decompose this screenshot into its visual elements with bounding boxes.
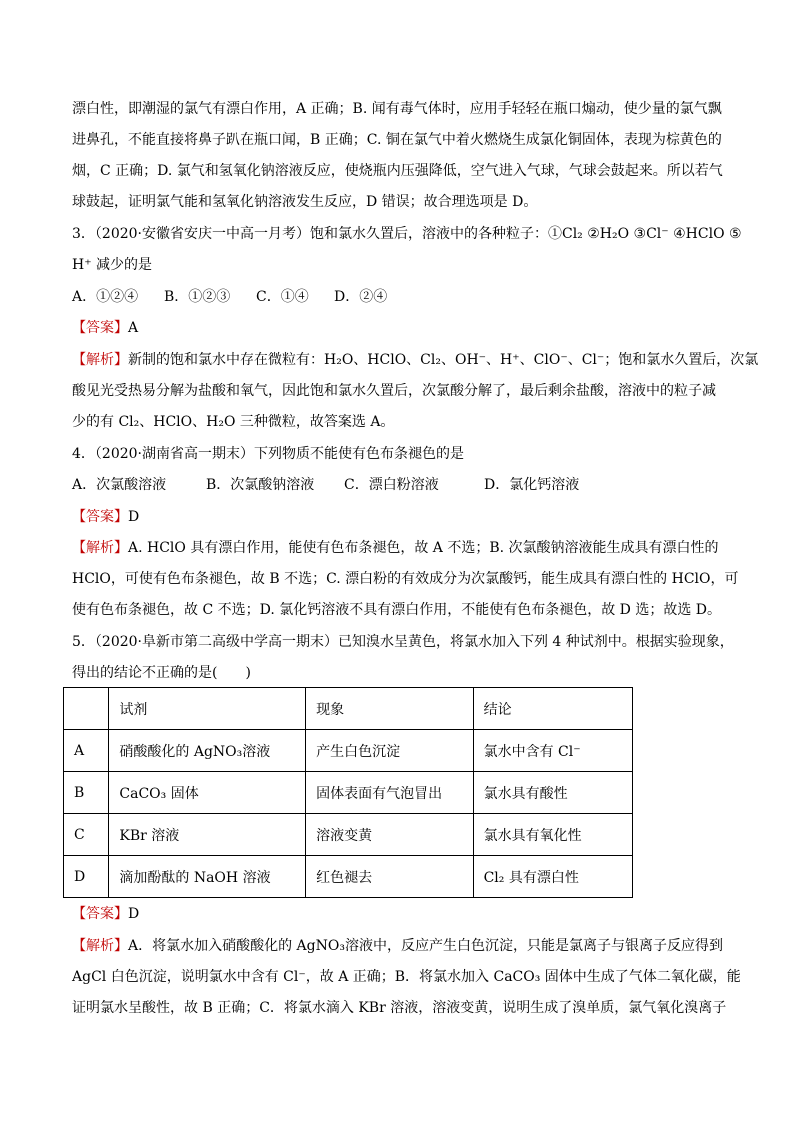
table-cell: D xyxy=(64,856,109,898)
intro-line-4: 球鼓起，证明氯气能和氢氧化钠溶液发生反应，D 错误；故合理选项是 D。 xyxy=(72,194,538,210)
table-cell: KBr 溶液 xyxy=(109,814,306,856)
q4-analysis-label: 【解析】 xyxy=(72,540,128,556)
q5-answer-value: D xyxy=(128,906,140,922)
q3-option-d: D．②④ xyxy=(334,289,388,305)
table-row xyxy=(64,772,633,814)
q4-analysis-line-3: 使有色布条褪色，故 C 不选；D. 氯化钙溶液不具有漂白作用，不能使有色布条褪色，故 D 选；故选 D。 xyxy=(72,602,722,618)
q3-stem-line-1: 3．（2020·安徽省安庆一中高一月考）饱和氯水久置后，溶液中的各种粒子：①Cl₂ ②H₂O ③Cl⁻ ④HClO ⑤ xyxy=(72,226,742,242)
table-cell: 固体表面有气泡冒出 xyxy=(306,772,473,814)
q5-analysis-label: 【解析】 xyxy=(72,938,128,954)
table-header-cell xyxy=(64,688,109,730)
table-cell: 氯水中含有 Cl⁻ xyxy=(473,730,632,772)
table-cell: C xyxy=(64,814,109,856)
q4-answer xyxy=(72,507,732,527)
q5-table xyxy=(63,687,633,898)
q4-options xyxy=(72,475,732,495)
q5-analysis-text-1: A．将氯水加入硝酸酸化的 AgNO₃溶液中，反应产生白色沉淀，只能是氯离子与银离子反应得到 xyxy=(128,938,723,954)
q3-option-c: C．①④ xyxy=(256,289,309,305)
table-row xyxy=(64,856,633,898)
q5-analysis-line-1 xyxy=(72,936,732,956)
table-row xyxy=(64,814,633,856)
q3-analysis-line-1 xyxy=(72,350,759,370)
table-header-cell: 现象 xyxy=(306,688,473,730)
table-header-cell: 结论 xyxy=(473,688,632,730)
q3-analysis-line-3: 少的有 Cl₂、HClO、H₂O 三种微粒，故答案选 A。 xyxy=(72,414,395,430)
q4-stem-line-1: 4．（2020·湖南省高一期末）下列物质不能使有色布条褪色的是 xyxy=(72,446,464,462)
q4-option-b: B．次氯酸钠溶液 xyxy=(206,477,315,493)
table-cell: B xyxy=(64,772,109,814)
q4-analysis-line-1 xyxy=(72,538,732,558)
q5-stem-line-2: 得出的结论不正确的是( ) xyxy=(72,665,251,681)
table-cell: Cl₂ 具有漂白性 xyxy=(473,856,632,898)
table-cell: CaCO₃ 固体 xyxy=(109,772,306,814)
q3-options xyxy=(72,287,732,307)
q3-stem-line-2: H⁺ 减少的是 xyxy=(72,257,153,273)
q4-option-d: D．氯化钙溶液 xyxy=(484,477,580,493)
intro-line-2: 进鼻孔，不能直接将鼻子趴在瓶口闻，B 正确；C. 铜在氯气中着火燃烧生成氯化铜固体，表现为棕黄色的 xyxy=(72,132,722,148)
table-cell: 溶液变黄 xyxy=(306,814,473,856)
q3-answer-label: 【答案】 xyxy=(72,320,128,336)
q3-analysis-line-2: 酸见光受热易分解为盐酸和氧气，因此饱和氯水久置后，次氯酸分解了，最后剩余盐酸，溶液中的粒子减 xyxy=(72,383,716,399)
q4-analysis-line-2: HClO，可使有色布条褪色，故 B 不选；C. 漂白粉的有效成分为次氯酸钙，能生成具有漂白性的 HClO，可 xyxy=(72,571,739,587)
table-cell: 硝酸酸化的 AgNO₃溶液 xyxy=(109,730,306,772)
q5-answer-label: 【答案】 xyxy=(72,906,128,922)
q4-option-a: A．次氯酸溶液 xyxy=(72,477,167,493)
q3-answer xyxy=(72,318,732,338)
q4-option-c: C．漂白粉溶液 xyxy=(344,477,439,493)
q3-option-b: B．①②③ xyxy=(164,289,231,305)
q4-answer-value: D xyxy=(128,509,140,525)
table-cell: A xyxy=(64,730,109,772)
table-cell: 产生白色沉淀 xyxy=(306,730,473,772)
q3-answer-value: A xyxy=(128,320,139,336)
intro-line-3: 烟，C 正确；D. 氯气和氢氧化钠溶液反应，使烧瓶内压强降低，空气进入气球，气球会鼓起来。所以若气 xyxy=(72,163,723,179)
q5-answer xyxy=(72,904,732,924)
table-header-row xyxy=(64,688,633,730)
q5-analysis-line-3: 证明氯水呈酸性，故 B 正确；C．将氯水滴入 KBr 溶液，溶液变黄，说明生成了溴单质，氯气氧化溴离子 xyxy=(72,1000,727,1016)
q4-analysis-text-1: A. HClO 具有漂白作用，能使有色布条褪色，故 A 不选；B. 次氯酸钠溶液能生成具有漂白性的 xyxy=(128,540,719,556)
table-row xyxy=(64,730,633,772)
table-cell: 滴加酚酞的 NaOH 溶液 xyxy=(109,856,306,898)
q5-stem-line-1: 5．（2020·阜新市第二高级中学高一期末）已知溴水呈黄色，将氯水加入下列 4 种试剂中。根据实验现象， xyxy=(72,634,734,650)
q5-analysis-line-2: AgCl 白色沉淀，说明氯水中含有 Cl⁻，故 A 正确；B．将氯水加入 CaCO₃ 固体中生成了气体二氧化碳，能 xyxy=(72,969,741,985)
q4-answer-label: 【答案】 xyxy=(72,509,128,525)
q3-analysis-text-1: 新制的饱和氯水中存在微粒有：H₂O、HClO、Cl₂、OH⁻、H⁺、ClO⁻、Cl⁻；饱和氯水久置后，次氯 xyxy=(128,352,759,368)
table-cell: 红色褪去 xyxy=(306,856,473,898)
intro-line-1: 漂白性，即潮湿的氯气有漂白作用，A 正确；B. 闻有毒气体时，应用手轻轻在瓶口煽动，使少量的氯气飘 xyxy=(72,101,722,117)
q3-option-a: A．①②④ xyxy=(72,289,139,305)
q3-analysis-label: 【解析】 xyxy=(72,352,128,368)
table-cell: 氯水具有氧化性 xyxy=(473,814,632,856)
table-cell: 氯水具有酸性 xyxy=(473,772,632,814)
table-header-cell: 试剂 xyxy=(109,688,306,730)
